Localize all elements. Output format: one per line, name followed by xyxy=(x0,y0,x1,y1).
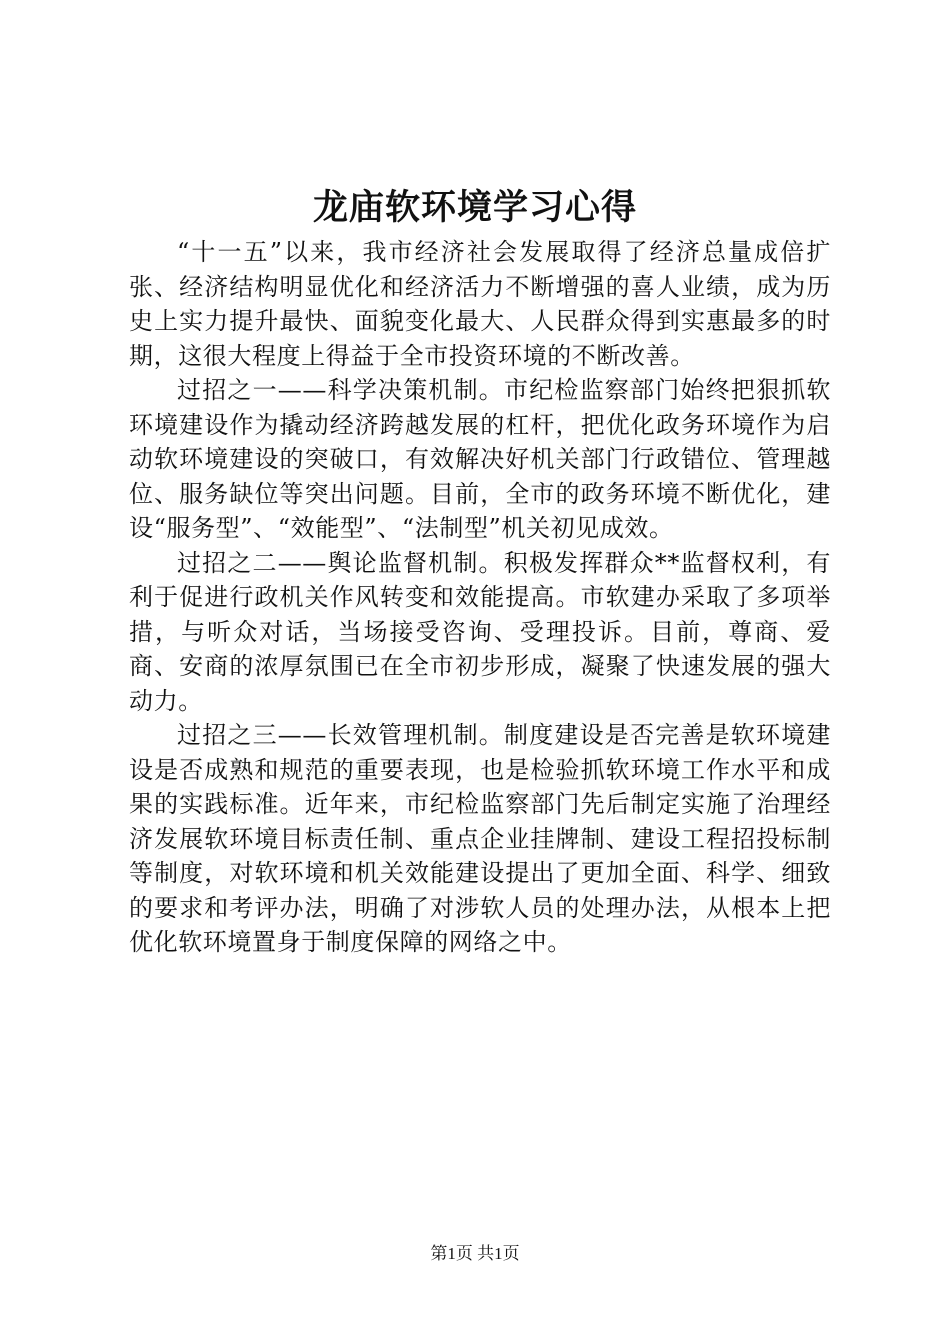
document-title: 龙庙软环境学习心得 xyxy=(312,187,637,228)
paragraph-management-mechanism: 过招之三——长效管理机制。制度建设是否完善是软环境建设是否成熟和规范的重要表现，也是检验抓软环境工作水平和成果的实践标准。近年来，市纪检监察部门先后制定实施了治理经济发展软环境目标责任制、重点企业挂牌制、建设工程招投标制等制度，对软环境和机关效能建设提出了更加全面、科学、细致的要求和考评办法，明确了对涉软人员的处理办法，从根本上把优化软环境置身于制度保障的网络之中。 xyxy=(129,721,831,956)
page-footer: 第1页 共1页 xyxy=(430,1244,520,1263)
paragraph-supervision-mechanism: 过招之二——舆论监督机制。积极发挥群众**监督权利，有利于促进行政机关作风转变和效能提高。市软建办采取了多项举措，与听众对话，当场接受咨询、受理投诉。目前，尊商、爱商、安商的浓厚氛围已在全市初步形成，凝聚了快速发展的强大动力。 xyxy=(129,548,831,715)
document-body xyxy=(129,235,831,960)
paragraph-intro: “十一五”以来，我市经济社会发展取得了经济总量成倍扩张、经济结构明显优化和经济活力不断增强的喜人业绩，成为历史上实力提升最快、面貌变化最大、人民群众得到实惠最多的时期，这很大程度上得益于全市投资环境的不断改善。 xyxy=(129,238,831,370)
paragraph-decision-mechanism: 过招之一——科学决策机制。市纪检监察部门始终把狠抓软环境建设作为撬动经济跨越发展的杠杆，把优化政务环境作为启动软环境建设的突破口，有效解决好机关部门行政错位、管理越位、服务缺位等突出问题。目前，全市的政务环境不断优化，建设“服务型”、“效能型”、“法制型”机关初见成效。 xyxy=(129,376,831,542)
